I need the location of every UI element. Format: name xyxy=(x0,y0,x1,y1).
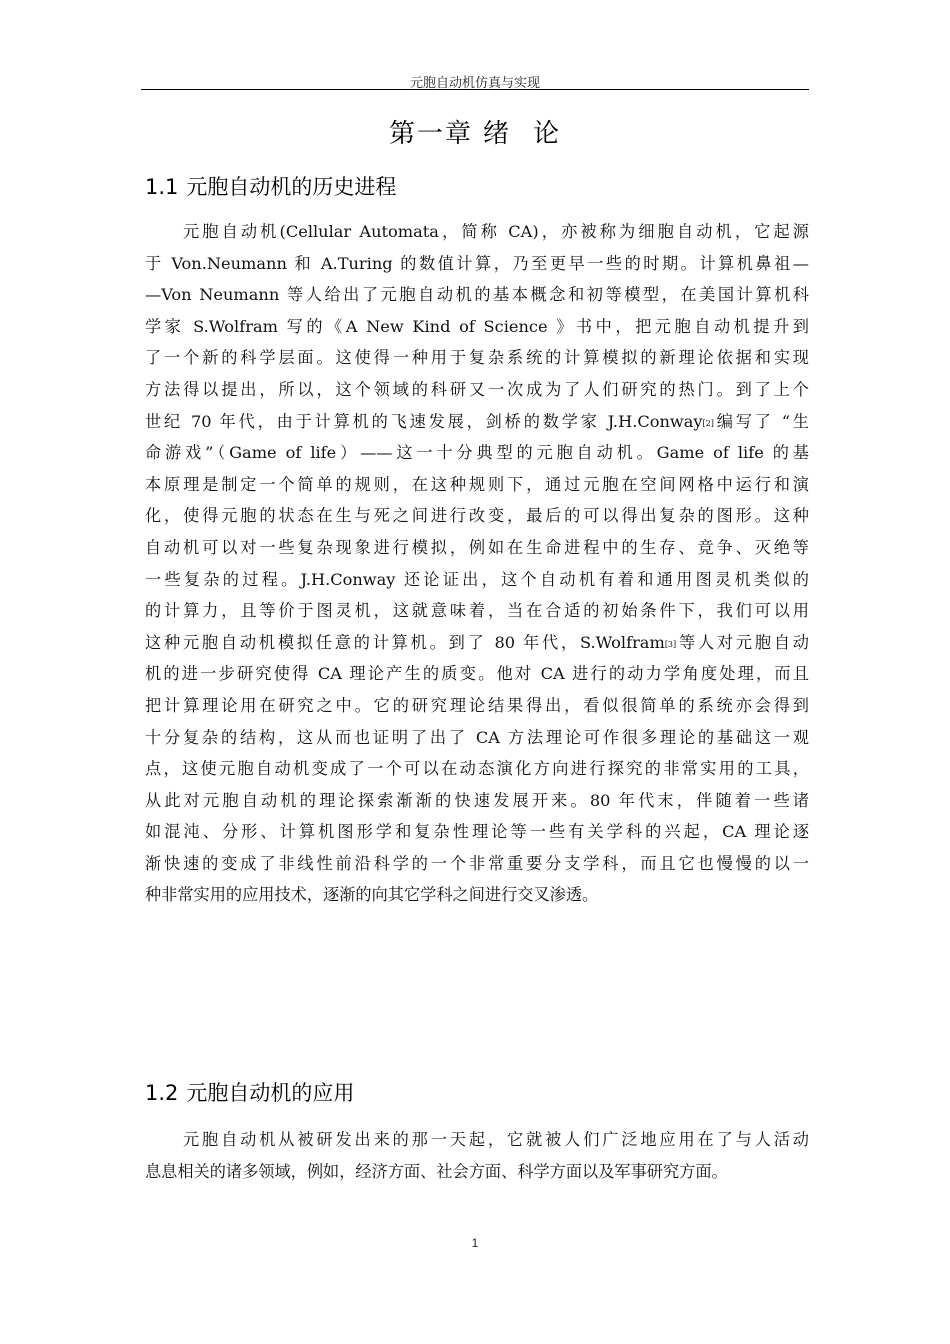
paragraph-line: 于 Von.Neumann 和 A.Turing 的数值计算，乃至更早一些的时期。计算机鼻祖— xyxy=(145,253,809,273)
paragraph-line: 命游戏”（Game of life）——这一十分典型的元胞自动机。Game of life 的基 xyxy=(145,443,809,463)
section-1-1-paragraph xyxy=(145,216,809,911)
section-number: 1.1 xyxy=(145,175,179,199)
section-number: 1.2 xyxy=(145,1081,179,1105)
paragraph-line: 学家 S.Wolfram 写的《A New Kind of Science 》书中，把元胞自动机提升到 xyxy=(145,316,809,336)
paragraph-line: 方法得以提出，所以，这个领域的科研又一次成为了人们研究的热门。到了上个 xyxy=(145,379,809,399)
chapter-word-2: 论 xyxy=(533,119,562,149)
line-text: 等人对元胞自动 xyxy=(676,632,809,652)
paragraph-line: 本原理是制定一个简单的规则，在这种规则下，通过元胞在空间网格中运行和演 xyxy=(145,474,809,494)
paragraph-line: 元胞自动机从被研发出来的那一天起，它就被人们广泛地应用在了与人活动 xyxy=(183,1130,809,1149)
paragraph-line: 把计算理论用在研究之中。它的研究理论结果得出，看似很简单的系统亦会得到 xyxy=(145,695,809,715)
section-title: 元胞自动机的历史进程 xyxy=(186,175,397,199)
chapter-word-1: 绪 xyxy=(482,119,511,149)
paragraph-line: 机的进一步研究使得 CA 理论产生的质变。他对 CA 进行的动力学角度处理，而且 xyxy=(145,664,809,684)
paragraph-line: 渐快速的变成了非线性前沿科学的一个非常重要分支学科，而且它也慢慢的以一 xyxy=(145,853,809,873)
paragraph-line: 十分复杂的结构，这从而也证明了出了 CA 方法理论可作很多理论的基础这一观 xyxy=(145,727,809,747)
paragraph-line: 化，使得元胞的状态在生与死之间进行改变，最后的可以得出复杂的图形。这种 xyxy=(145,506,809,526)
paragraph-line xyxy=(145,627,809,659)
section-1-2-paragraph xyxy=(145,1124,809,1187)
paragraph-line: —Von Neumann 等人给出了元胞自动机的基本概念和初等模型，在美国计算机科 xyxy=(145,285,809,305)
paragraph-line: 点，这使元胞自动机变成了一个可以在动态演化方向进行探究的非常实用的工具， xyxy=(145,759,809,779)
paragraph-line: 种非常实用的应用技术，逐渐的向其它学科之间进行交叉渗透。 xyxy=(145,885,599,905)
citation-ref[interactable]: [3] xyxy=(664,639,677,649)
chapter-prefix: 第一章 xyxy=(388,119,473,149)
line-text: 编写了 “生 xyxy=(713,411,809,431)
line-text: 这种元胞自动机模拟任意的计算机。到了 80 年代，S.Wolfram xyxy=(145,632,665,652)
section-heading-1-1 xyxy=(145,171,396,201)
paragraph-line: 从此对元胞自动机的理论探索渐渐的快速发展开来。80 年代末，伴随着一些诸 xyxy=(145,790,809,810)
section-title: 元胞自动机的应用 xyxy=(186,1081,355,1105)
header-rule xyxy=(141,89,809,90)
citation-ref[interactable]: [2] xyxy=(702,418,714,428)
paragraph-line: 自动机可以对一些复杂现象进行模拟，例如在生命进程中的生存、竞争、灭绝等 xyxy=(145,537,809,557)
paragraph-line xyxy=(145,406,809,438)
paragraph-line: 息息相关的诸多领域，例如，经济方面、社会方面、科学方面以及军事研究方面。 xyxy=(145,1161,728,1181)
page-number: 1 xyxy=(471,1236,479,1250)
paragraph-line: 一些复杂的过程。J.H.Conway 还论证出，这个自动机有着和通用图灵机类似的 xyxy=(145,569,809,589)
paragraph-line: 的计算力，且等价于图灵机，这就意味着，当在合适的初始条件下，我们可以用 xyxy=(145,601,809,621)
paragraph-line: 了一个新的科学层面。这使得一种用于复杂系统的计算模拟的新理论依据和实现 xyxy=(145,348,809,368)
paragraph-line: 元胞自动机(Cellular Automata，简称 CA)，亦被称为细胞自动机，它起源 xyxy=(183,222,809,241)
line-text: 世纪 70 年代，由于计算机的飞速发展，剑桥的数学家 J.H.Conway xyxy=(145,411,703,431)
running-header: 元胞自动机仿真与实现 xyxy=(409,76,540,91)
chapter-title xyxy=(0,113,950,150)
paragraph-line: 如混沌、分形、计算机图形学和复杂性理论等一些有关学科的兴起，CA 理论逐 xyxy=(145,822,809,842)
section-heading-1-2 xyxy=(145,1077,354,1107)
